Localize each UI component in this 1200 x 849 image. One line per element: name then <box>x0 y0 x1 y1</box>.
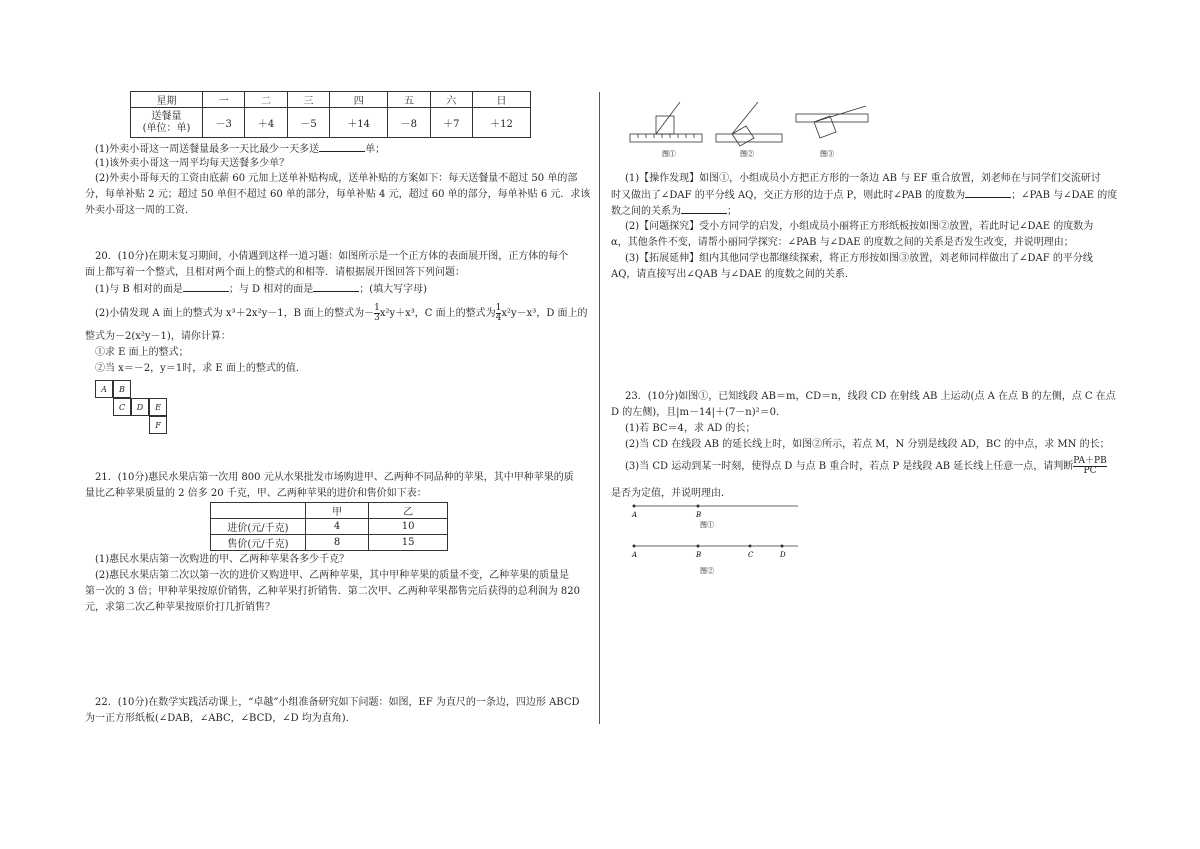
q21-line1: 21．(10分)惠民水果店第一次用 800 元从水果批发市场购进甲、乙两种不同品种的苹果，其中甲种苹果的质 <box>95 472 574 483</box>
fraction-denominator: PC <box>1083 466 1097 476</box>
table-cell: ＋14 <box>330 108 388 138</box>
apple-price-table <box>210 502 448 551</box>
column-divider <box>599 92 600 724</box>
q20-line1: 20．(10分)在期末复习期间，小倩遇到这样一道习题：如图所示是一个正方体的表面展开图，正方体的每个 <box>95 251 569 262</box>
net-face-b: B <box>113 380 131 398</box>
fraction-pa-pb-over-pc <box>1073 457 1106 476</box>
answer-blank <box>183 282 229 292</box>
q22-p3-line2: AQ，请直接写出∠QAB 与∠DAE 的度数之间的关系． <box>611 269 855 280</box>
q20-l3-part1: (1)与 B 相对的面是 <box>95 284 183 295</box>
answer-blank <box>681 204 727 214</box>
q22-p2-line2: α，其他条件不变，请帮小丽同学探究：∠PAB 与∠DAE 的度数之间的关系是否发生改变，并说明理由； <box>611 237 1074 248</box>
fraction-denominator: 3 <box>374 313 380 323</box>
segment-fig2-caption: 图② <box>700 567 714 575</box>
figure-2 <box>716 102 782 146</box>
q20-line6: ①求 E 面上的整式； <box>95 347 189 358</box>
fraction-numerator: 1 <box>374 303 380 313</box>
q23-line4: (2)当 CD 在线段 AB 的延长线上时，如图②所示，若点 M，N 分别是线段 AD，BC 的中点，求 MN 的长； <box>625 439 1110 450</box>
table-cell: 进价(元/千克) <box>211 519 306 535</box>
segment-figure-2 <box>631 545 798 576</box>
fig1-caption: 图① <box>662 150 676 158</box>
fraction-denominator: 4 <box>495 313 502 323</box>
point-label-d: D <box>780 551 786 559</box>
q20-l3-part3: ；(填大写字母) <box>359 284 428 295</box>
table-header-cell: 乙 <box>369 503 448 519</box>
q22-p3-line1: (3)【拓展延伸】组内其他同学也都继续探索，将正方形按如图③放置，刘老师同样做出了∠DAF 的平分线 <box>625 253 1093 264</box>
q21-line3: (1)惠民水果店第一次购进的甲、乙两种苹果各多少千克？ <box>95 554 350 565</box>
q22-p1-part3: 数之间的关系为 <box>611 206 681 217</box>
q20-line2: 面上都写着一个整式，且相对两个面上的整式的和相等．请根据展开图回答下列问题： <box>85 267 465 278</box>
q22-p1-part4: ； <box>727 206 737 217</box>
fraction-numerator: PA＋PB <box>1073 456 1107 466</box>
segment-fig1-caption: 图① <box>700 521 714 529</box>
table-header-cell: 一 <box>203 92 245 108</box>
table-cell: －8 <box>388 108 430 138</box>
point-label-b: B <box>696 511 702 519</box>
figure-3 <box>796 106 868 138</box>
table-header-cell: 六 <box>430 92 472 108</box>
q22-p1-line2 <box>611 188 1117 202</box>
q22-p1-part1: 时又做出了∠DAF 的平分线 AQ，交正方形的边于点 P，则此时∠PAB 的度数为 <box>611 190 966 201</box>
fraction-numerator: 1 <box>495 303 502 313</box>
table-header-cell: 四 <box>330 92 388 108</box>
answer-blank <box>965 188 1011 198</box>
q19-text-end: 单； <box>365 144 386 155</box>
point-label-c: C <box>748 551 754 559</box>
q23-l5-text: (3)当 CD 运动到某一时刻，使得点 D 与点 B 重合时，若点 P 是线段 AB 延长线上任意一点，请判断 <box>625 461 1074 472</box>
q23-line6: 是否为定值，并说明理由． <box>611 488 731 499</box>
q19-line3: (2)外卖小哥每天的工资由底薪 60 元加上送单补贴构成，送单补贴的方案如下：每天送餐量不超过 50 单的部 <box>95 173 578 184</box>
row-label-line2: (单位：单) <box>142 122 191 134</box>
q20-l4-part3: x²y－x³，D 面上的 <box>501 308 588 319</box>
answer-blank <box>313 282 359 292</box>
table-header-cell: 星期 <box>131 92 203 108</box>
segment-figures <box>628 500 808 580</box>
q19-text: (1)外卖小哥这一周送餐量最多一天比最少一天多送 <box>95 144 320 155</box>
fig2-caption: 图② <box>740 150 754 158</box>
table-cell: －5 <box>287 108 329 138</box>
table-header-cell: 三 <box>287 92 329 108</box>
table-cell: 4 <box>306 519 369 535</box>
q20-l4-part2: x²y＋x³，C 面上的整式为 <box>379 308 496 319</box>
net-face-e: E <box>149 398 167 416</box>
table-cell: 10 <box>369 519 448 535</box>
row-label <box>131 108 203 138</box>
q19-line1 <box>95 142 385 156</box>
q21-line2: 量比乙种苹果质量的 2 倍多 20 千克，甲、乙两种苹果的进价和售价如下表： <box>85 488 427 499</box>
row-label-line1: 送餐量 <box>151 110 182 122</box>
table-header-cell <box>211 503 306 519</box>
q19-line2: (1)该外卖小哥这一周平均每天送餐多少单？ <box>95 158 290 169</box>
table-header-cell: 二 <box>245 92 287 108</box>
table-header-cell: 甲 <box>306 503 369 519</box>
point-label-a: A <box>632 511 638 519</box>
q22-p1-part2: ；∠PAB 与∠DAE 的度 <box>1011 190 1118 201</box>
table-cell: ＋4 <box>245 108 287 138</box>
q23-line1: 23．(10分)如图①，已知线段 AB＝m，CD＝n，线段 CD 在射线 AB 上运动(点 A 在点 B 的左侧，点 C 在点 <box>625 391 1116 402</box>
q22-line2: 为一正方形纸板(∠DAB，∠ABC，∠BCD，∠D 均为直角)． <box>85 713 356 724</box>
answer-blank <box>319 142 365 152</box>
table-cell: 8 <box>306 535 369 551</box>
net-face-f: F <box>149 416 167 434</box>
q23-line3: (1)若 BC＝4，求 AD 的长； <box>625 423 756 434</box>
q20-line3 <box>95 282 427 296</box>
q22-p2-line1: (2)【问题探究】受小方同学的启发，小组成员小丽将正方形纸板按如图②放置，若此时记∠DAE 的度数为 <box>625 221 1094 232</box>
net-face-a: A <box>95 380 113 398</box>
net-face-c: C <box>113 398 131 416</box>
q20-line4 <box>95 304 588 324</box>
q21-line5: 第一次的 3 倍；甲种苹果按原价销售，乙种苹果打折销售．第二次甲、乙两种苹果都售完后获得的总利润为 820 <box>85 586 580 597</box>
point-label-b: B <box>696 551 702 559</box>
table-cell: －3 <box>203 108 245 138</box>
q20-line5: 整式为－2(x²y－1)，请你计算： <box>85 331 231 342</box>
q19-line4: 分，每单补贴 2 元；超过 50 单但不超过 60 单的部分，每单补贴 4 元，超过 60 单的部分，每单补贴 6 元．求该 <box>85 189 591 200</box>
table-cell: 售价(元/千克) <box>211 535 306 551</box>
q21-line4: (2)惠民水果店第二次以第一次的进价又购进甲、乙两种苹果，其中甲种苹果的质量不变，乙种苹果的质量是 <box>95 570 570 581</box>
fig3-caption: 图③ <box>820 150 834 158</box>
segment-figure-1 <box>631 505 798 530</box>
delivery-table <box>130 91 531 138</box>
q20-l4-part1: (2)小倩发现 A 面上的整式为 x³＋2x²y－1，B 面上的整式为－ <box>95 308 375 319</box>
point-label-a: A <box>632 551 638 559</box>
q23-line5 <box>625 457 1107 477</box>
q22-p1-line3 <box>611 204 737 218</box>
table-cell: ＋7 <box>430 108 472 138</box>
table-cell: ＋12 <box>472 108 530 138</box>
q22-figures <box>628 94 888 164</box>
table-header-cell: 五 <box>388 92 430 108</box>
table-header-cell: 日 <box>472 92 530 108</box>
q20-line7: ②当 x＝－2，y＝1时，求 E 面上的整式的值． <box>95 363 306 374</box>
q21-line6: 元，求第二次乙种苹果按原价打几折销售？ <box>85 602 275 613</box>
table-cell: 15 <box>369 535 448 551</box>
q22-p1-line1: (1)【操作发现】如图①，小组成员小方把正方形的一条边 AB 与 EF 重合放置，刘老师在与同学们交流研讨 <box>625 173 1101 184</box>
q22-line1: 22．(10分)在数学实践活动课上，“卓越”小组准备研究如下问题：如图，EF 为直尺的一条边，四边形 ABCD <box>95 697 580 708</box>
q23-line2: D 的左侧)，且|m－14|＋(7－n)²＝0． <box>611 407 787 418</box>
q20-l3-part2: ；与 D 相对的面是 <box>228 284 314 295</box>
net-face-d: D <box>131 398 149 416</box>
figure-1 <box>630 102 702 142</box>
q19-line5: 外卖小哥这一周的工资． <box>85 205 195 216</box>
